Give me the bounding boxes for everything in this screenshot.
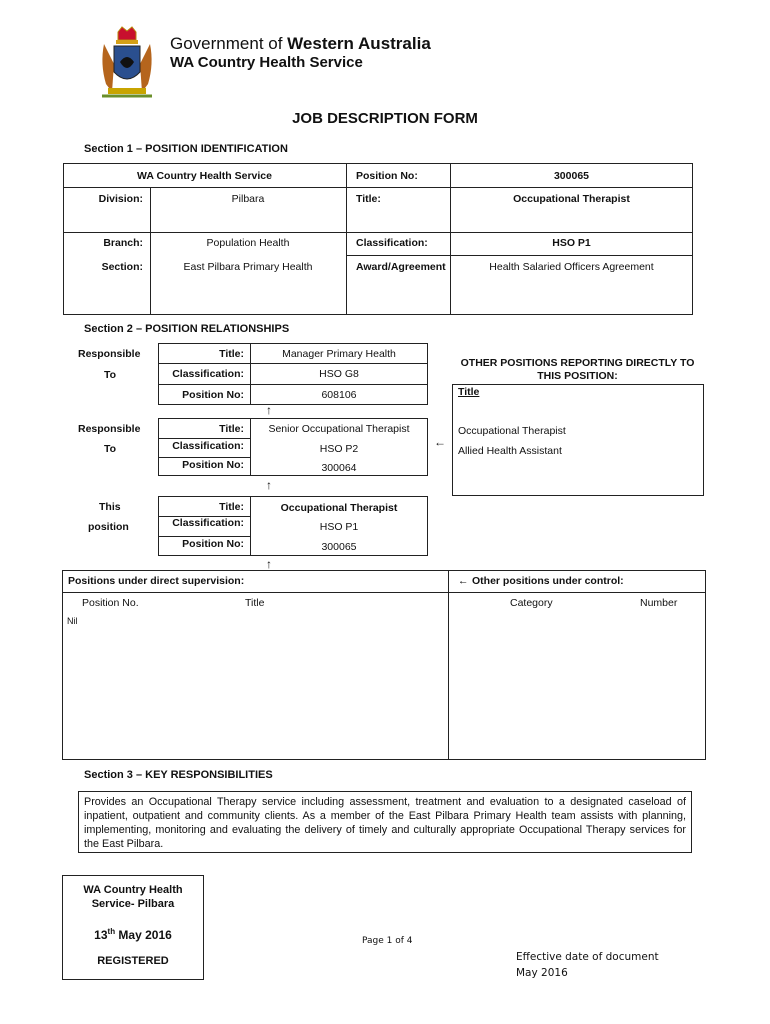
stamp-date: [62, 927, 204, 942]
this-position-label-a: This: [99, 501, 121, 513]
box1-position-no: 608106: [321, 389, 357, 401]
stamp-line2: Service- Pilbara: [91, 898, 175, 910]
box2-title: Senior Occupational Therapist: [268, 423, 410, 435]
supervision-label: Positions under direct supervision:: [68, 575, 245, 587]
box2-classification: HSO P2: [319, 443, 359, 455]
box2-position-no: 300064: [321, 462, 357, 474]
coat-of-arms-logo: [94, 24, 160, 100]
control-label-arrow-icon: ←: [458, 575, 469, 587]
nil-entry: Nil: [67, 616, 78, 626]
other-position-item: Occupational Therapist: [458, 425, 566, 437]
section2-heading: Section 2 – POSITION RELATIONSHIPS: [84, 323, 290, 335]
classification-label: Classification:: [356, 237, 428, 249]
box1-title: Manager Primary Health: [282, 348, 396, 360]
box1-class-label: Classification:: [172, 368, 244, 380]
page-number: Page 1 of 4: [362, 936, 413, 946]
form-title: JOB DESCRIPTION FORM: [292, 110, 478, 127]
stamp-line1: WA Country Health: [83, 884, 183, 896]
col-category: Category: [510, 597, 553, 609]
arrow-up-icon: ↑: [266, 403, 272, 417]
resp1-label-a: Responsible: [78, 348, 141, 360]
other-position-item: Allied Health Assistant: [458, 445, 562, 457]
section3-heading: Section 3 – KEY RESPONSIBILITIES: [84, 769, 273, 781]
col-title: Title: [245, 597, 265, 609]
box3-class-label: Classification:: [172, 517, 244, 529]
title-value: Occupational Therapist: [513, 193, 630, 205]
box3-title: Occupational Therapist: [280, 502, 398, 514]
control-label: Other positions under control:: [472, 575, 624, 587]
header-service: WA Country Health Service: [170, 54, 363, 71]
stamp-registered: REGISTERED: [97, 955, 169, 967]
resp1-label-b: To: [104, 369, 117, 381]
box2-title-label: Title:: [219, 423, 244, 435]
section-value: East Pilbara Primary Health: [183, 261, 313, 273]
box2-class-label: Classification:: [172, 440, 244, 452]
division-label: Division:: [98, 193, 143, 205]
key-responsibilities-box: [78, 791, 692, 853]
arrow-left-icon: ←: [434, 435, 446, 449]
box1-posno-label: Position No:: [182, 389, 244, 401]
division-value: Pilbara: [231, 193, 265, 205]
arrow-up-icon: ↑: [266, 478, 272, 492]
header-gov-bold: Western Australia: [287, 34, 431, 53]
section-label: Section:: [101, 261, 143, 273]
stamp-day: 13: [94, 928, 108, 942]
box3-title-label: Title:: [219, 501, 244, 513]
position-no-label: Position No:: [356, 170, 418, 182]
resp2-label-a: Responsible: [78, 423, 141, 435]
position-no-value: 300065: [553, 170, 590, 182]
service-name: WA Country Health Service: [137, 170, 272, 182]
stamp-month-year: May 2016: [115, 928, 172, 942]
branch-value: Population Health: [206, 237, 290, 249]
header: [94, 24, 431, 100]
effective-date-label: Effective date of document: [516, 951, 659, 963]
award-label: Award/Agreement: [356, 261, 446, 273]
resp2-label-b: To: [104, 443, 117, 455]
arrow-up-icon: ↑: [266, 557, 272, 571]
box1-classification: HSO G8: [319, 368, 359, 380]
supervision-table: [62, 570, 706, 760]
box1-title-label: Title:: [219, 348, 244, 360]
stamp-day-suffix: th: [107, 927, 116, 936]
branch-label: Branch:: [103, 237, 143, 249]
title-label: Title:: [356, 193, 381, 205]
header-gov: Government of: [170, 34, 288, 53]
col-position-no: Position No.: [82, 597, 139, 609]
section1-heading: Section 1 – POSITION IDENTIFICATION: [84, 143, 288, 155]
classification-value: HSO P1: [552, 237, 591, 249]
other-positions-heading: OTHER POSITIONS REPORTING DIRECTLY TO THIS POSITION:: [460, 357, 695, 382]
box2-posno-label: Position No:: [182, 459, 244, 471]
other-positions-title-label: Title: [458, 386, 480, 398]
award-value: Health Salaried Officers Agreement: [489, 261, 654, 273]
key-responsibilities-text: Provides an Occupational Therapy service including assessment, treatment and evaluation to a designated caseload of inpatient, outpatient and community clients. As a member of the East Pilbara Primary Health team assists with planning, implementing, monitoring and evaluating the delivery of timely and culturally appropriate Occupational Therapy services for the East Pilbara.: [84, 796, 686, 850]
box3-classification: HSO P1: [319, 521, 359, 533]
this-position-label-b: position: [88, 521, 129, 533]
box3-position-no: 300065: [321, 541, 357, 553]
other-positions-box: [452, 384, 704, 496]
box3-posno-label: Position No:: [182, 538, 244, 550]
effective-date: May 2016: [516, 967, 568, 979]
col-number: Number: [640, 597, 678, 609]
